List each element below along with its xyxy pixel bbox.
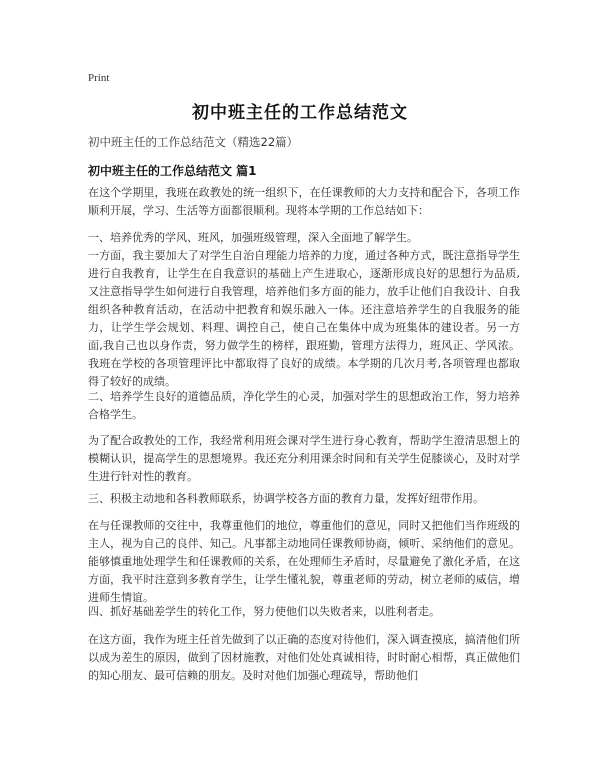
paragraph-heading-4: 四、抓好基础差学生的转化工作，努力使他们以失败者来，以胜利者走。 <box>88 605 440 618</box>
paragraph-intro: 在这个学期里，我班在政教处的统一组织下，在任课教师的大力支持和配合下，各项工作顺利开展，学习、生活等方面都很顺利。现将本学期的工作总结如下： <box>88 186 520 217</box>
paragraph-body-2: 为了配合政教处的工作，我经常利用班会课对学生进行身心教育，帮助学生澄清思想上的模糊认识，提高学生的思想境界。我还充分利用课余时间和有关学生促膝谈心，及时对学生进行针对性的教育。 <box>88 434 520 483</box>
paragraph-body-1: 一方面，我主要加大了对学生自治自理能力培养的力度，通过各种方式，既注意指导学生进行自我教育，让学生在自我意识的基础上产生进取心，逐渐形成良好的思想行为品质,又注意指导学生如何进行自我管理，培养他们多方面的能力，放手让他们自我设计、自我组织各种教育活动，在活动中把教育和娱乐融入一体。还注意培养学生的自我服务的能力，让学生学会规划、料理、调控自己，使自己在集体中成为班集体的建设者。另一方面,我自己也以身作责，努力做学生的榜样，跟班勤，管理方法得力，班风正、学风浓。我班在学校的各项管理评比中都取得了良好的成绩。本学期的几次月考,各项管理也都取得了较好的成绩。 <box>88 249 520 388</box>
paragraph-heading-2: 二、培养学生良好的道德品质，净化学生的心灵，加强对学生的思想政治工作，努力培养合格学生。 <box>88 390 520 421</box>
paragraph-body-4: 在这方面，我作为班主任首先做到了以正确的态度对待他们，深入调查摸底，搞清他们所以成为差生的原因，做到了因材施教，对他们处处真诚相待，时时耐心相帮，真正做他们的知心朋友、最可信赖的朋友。及时对他们加强心理疏导，帮助他们 <box>88 633 520 682</box>
paragraph-heading-3: 三、积极主动地和各科教师联系，协调学校各方面的教育力量，发挥好纽带作用。 <box>88 492 484 505</box>
section-heading: 初中班主任的工作总结范文 篇1 <box>88 164 257 178</box>
document-title: 初中班主任的工作总结范文 <box>192 103 408 123</box>
paragraph-heading-1: 一、培养优秀的学风、班风，加强班级管理，深入全面地了解学生。 <box>88 231 418 244</box>
document-subtitle: 初中班主任的工作总结范文（精选22篇） <box>88 135 299 149</box>
print-label[interactable]: Print <box>88 72 110 84</box>
paragraph-body-3: 在与任课教师的交往中，我尊重他们的地位，尊重他们的意见，同时又把他们当作班级的主人，视为自己的良伴、知己。凡事都主动地同任课教师协商，倾听、采纳他们的意见。能够慎重地处理学生和任课教师的关系，在处理师生矛盾时，尽量避免了激化矛盾，在这方面，我平时注意到多教育学生，让学生懂礼貌，尊重老师的劳动，树立老师的威信，增进师生情谊。 <box>88 519 520 604</box>
